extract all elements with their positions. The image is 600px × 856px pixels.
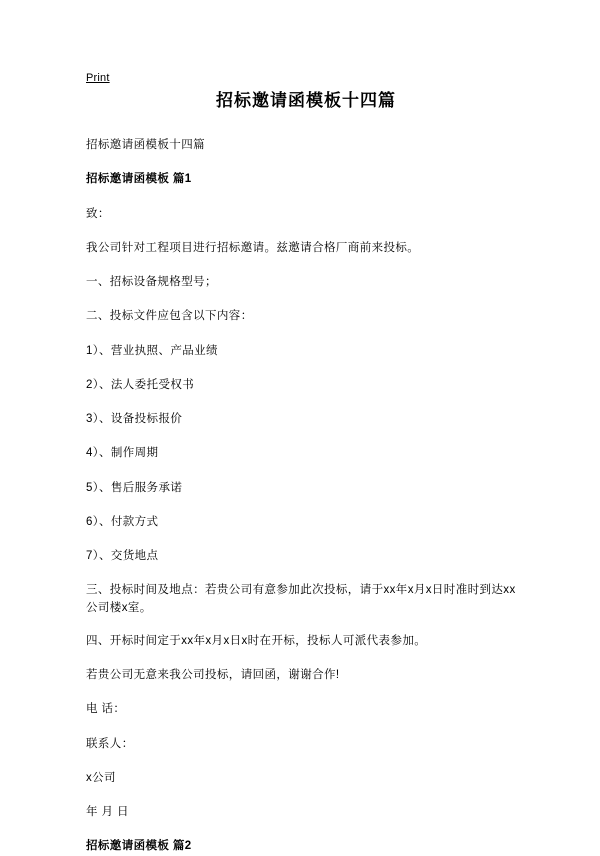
paragraph: 一、招标设备规格型号； xyxy=(86,276,217,288)
paragraph: 致： xyxy=(86,207,110,220)
page-title: 招标邀请函模板十四篇 xyxy=(216,91,396,110)
list-item: 5）、售后服务承诺 xyxy=(86,481,183,494)
paragraph: 联系人： xyxy=(86,737,134,750)
document-body xyxy=(86,137,526,856)
paragraph: 我公司针对工程项目进行招标邀请。兹邀请合格厂商前来投标。 xyxy=(86,241,420,254)
paragraph: x公司 xyxy=(86,771,116,784)
list-item: 4）、制作周期 xyxy=(86,447,159,460)
section-heading: 招标邀请函模板 篇1 xyxy=(86,173,192,186)
paragraph: 电 话： xyxy=(86,703,126,716)
list-item: 3）、设备投标报价 xyxy=(86,413,183,425)
list-item: 7）、交货地点 xyxy=(86,550,159,562)
paragraph: 三、投标时间及地点：若贵公司有意参加此次投标，请于xx年x月x日时准时到达xx公司楼x室。 xyxy=(86,584,516,614)
list-item: 6）、付款方式 xyxy=(86,515,159,528)
paragraph: 招标邀请函模板十四篇 xyxy=(86,139,205,151)
print-link[interactable]: Print xyxy=(86,72,110,84)
paragraph: 年 月 日 xyxy=(86,806,129,818)
paragraph: 四、开标时间定于xx年x月x日x时在开标，投标人可派代表参加。 xyxy=(86,634,427,647)
list-item: 2）、法人委托受权书 xyxy=(86,378,195,391)
paragraph: 若贵公司无意来我公司投标，请回函，谢谢合作! xyxy=(86,669,340,681)
paragraph: 二、投标文件应包含以下内容： xyxy=(86,310,253,323)
section-heading: 招标邀请函模板 篇2 xyxy=(86,840,192,853)
list-item: 1）、营业执照、产品业绩 xyxy=(86,344,218,357)
